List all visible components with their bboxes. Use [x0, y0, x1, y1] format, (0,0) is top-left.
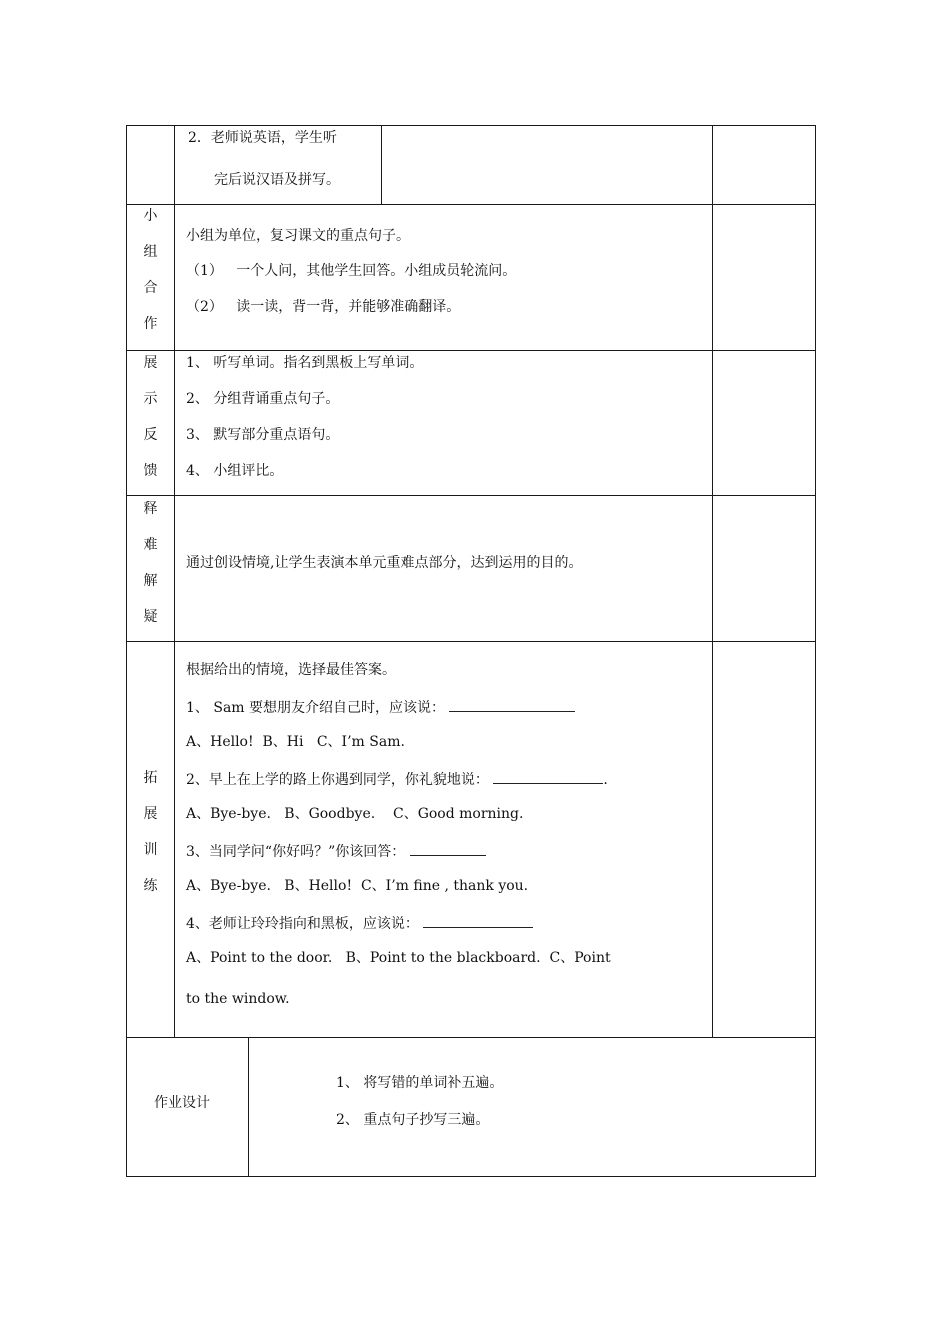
- question-2-end: .: [603, 772, 608, 788]
- group-work-label: [127, 207, 174, 351]
- question-2-text: 2、早上在上学的路上你遇到同学，你礼貌地说：: [186, 772, 489, 788]
- homework-item: 2、 重点句子抄写三遍。: [336, 1112, 490, 1128]
- presentation-item: 2、 分组背诵重点句子。: [186, 391, 340, 407]
- presentation-label-char: 馈: [143, 463, 158, 479]
- presentation-item: 1、 听写单词。指名到黑板上写单词。: [186, 355, 424, 371]
- group-work-line1: 小组为单位，复习课文的重点句子。: [186, 228, 410, 244]
- group-work-label-char: 小: [143, 208, 158, 224]
- question-2-options: A、Bye-bye. B、Goodbye. C、Good morning.: [186, 806, 524, 822]
- presentation-label-char: 反: [143, 427, 158, 443]
- difficulty-label-char: 难: [143, 537, 158, 553]
- answer-blank: [493, 769, 603, 784]
- answer-blank: [410, 841, 486, 856]
- presentation-item: 3、 默写部分重点语句。: [186, 427, 340, 443]
- presentation-label: [127, 354, 174, 498]
- column-divider: [248, 1037, 249, 1177]
- difficulty-label-char: 释: [143, 501, 158, 517]
- group-work-label-char: 组: [143, 244, 158, 260]
- difficulty-label: [127, 500, 174, 644]
- question-4-options: A、Point to the door. B、Point to the blackboard. C、Point: [186, 950, 611, 966]
- table-border-right: [815, 125, 816, 1177]
- question-4: [186, 913, 533, 933]
- step2-line1: 2．老师说英语，学生听: [188, 130, 337, 146]
- group-work-label-char: 合: [143, 280, 158, 296]
- group-work-label-char: 作: [143, 316, 158, 332]
- homework-label: 作业设计: [154, 1095, 210, 1111]
- question-1-text: 1、 Sam 要想朋友介绍自己时，应该说：: [186, 700, 446, 716]
- question-3-options: A、Bye-bye. B、Hello! C、I’m fine , thank you.: [186, 878, 529, 894]
- extension-label: [127, 769, 174, 913]
- question-3: [186, 841, 486, 861]
- column-divider: [174, 125, 175, 1038]
- table-border-bottom: [126, 1176, 816, 1177]
- group-work-line2: （1） 一个人问，其他学生回答。小组成员轮流问。: [186, 263, 517, 279]
- question-3-text: 3、当同学问“你好吗？”你该回答：: [186, 844, 406, 860]
- group-work-line3: （2） 读一读，背一背，并能够准确翻译。: [186, 299, 461, 315]
- question-1: [186, 697, 575, 717]
- difficulty-label-char: 疑: [143, 609, 158, 625]
- question-4-options-cont: to the window.: [186, 991, 290, 1007]
- presentation-label-char: 示: [143, 391, 158, 407]
- column-divider: [712, 125, 713, 1038]
- extension-label-char: 练: [143, 878, 158, 894]
- question-2: [186, 769, 608, 789]
- extension-intro: 根据给出的情境，选择最佳答案。: [186, 662, 396, 678]
- answer-blank: [423, 913, 533, 928]
- homework-item: 1、 将写错的单词补五遍。: [336, 1075, 504, 1091]
- difficulty-label-char: 解: [143, 573, 158, 589]
- extension-label-char: 拓: [143, 770, 158, 786]
- column-divider: [381, 125, 382, 205]
- question-1-options: A、Hello! B、Hi C、I’m Sam.: [186, 734, 405, 750]
- answer-blank: [449, 697, 575, 712]
- difficulty-text: 通过创设情境,让学生表演本单元重难点部分，达到运用的目的。: [186, 555, 583, 571]
- step2-line2: 完后说汉语及拼写。: [214, 172, 340, 188]
- presentation-label-char: 展: [143, 355, 158, 371]
- extension-label-char: 展: [143, 806, 158, 822]
- question-4-text: 4、老师让玲玲指向和黑板，应该说：: [186, 916, 419, 932]
- extension-label-char: 训: [143, 842, 158, 858]
- presentation-item: 4、 小组评比。: [186, 463, 284, 479]
